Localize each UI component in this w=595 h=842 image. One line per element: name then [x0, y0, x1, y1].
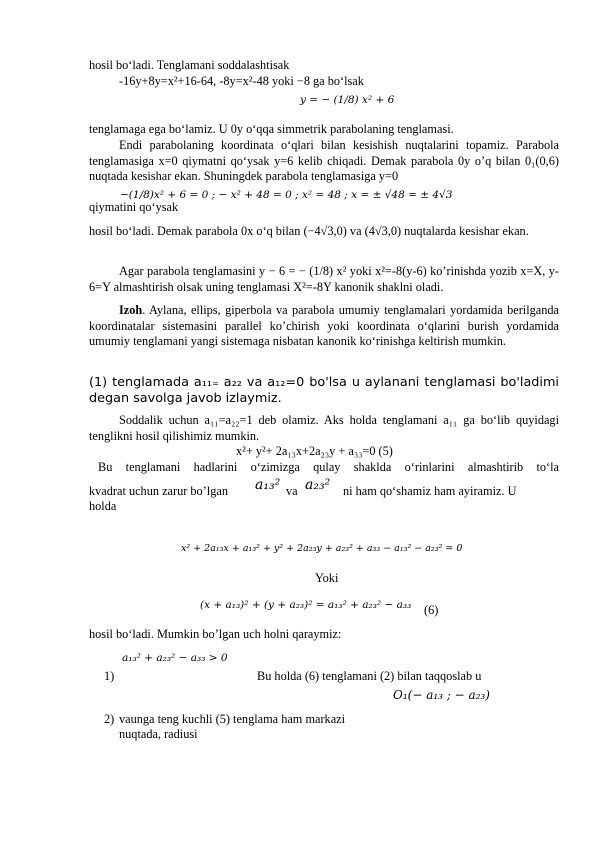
list-number: 1): [104, 669, 115, 683]
paragraph: hosil bo‘ladi. Demak parabola 0x o‘q bilan (−4√3,0) va (4√3,0) nuqtalarda kesishar ekan.: [89, 224, 529, 238]
text-line: kvadrat uchun zarur bo’lgan: [89, 484, 228, 498]
section-heading: (1) tenglamada a₁₁₌ a₂₂ va a₁₂=0 bo'lsa u aylanani tenglamasi bo'ladimi degan savolga javob izlaymiz.: [89, 375, 559, 406]
note-text: . Aylana, ellips, giperbola va parabola umumiy tenglamalari yordamida berilganda koordinatalar sistemasini parallel ko’chirish yoki koordinata o‘qlarini burish yordamida umumiy tenglamani yangi sistemaga nisbatan kanonik ko‘rinishga keltirish mumkin.: [89, 303, 559, 348]
paragraph: Agar parabola tenglamasini y − 6 = − (1/8) x² yoki x²=-8(y-6) ko’rinishda yozib x=X, y-6=Y almashtirish olsak uning tenglamasi X²=-8Y kanonik shaklni oladi.: [89, 264, 559, 294]
paragraph: [89, 303, 559, 350]
equation: x² + 2a₁₃x + a₁₃² + y² + 2a₂₃y + a₂₃² + a₃₃ − a₁₃² − a₂₃² = 0: [181, 543, 463, 554]
text-line: -16y+8y=x²+16-64, -8y=x²-48 yoki −8 ga bo‘lsak: [119, 74, 364, 88]
text-line: Bu tenglamani hadlarini o‘zimizga qulay shaklda o‘rinlarini almashtirib to‘la: [98, 460, 559, 474]
equation: (x + a₁₃)² + (y + a₂₃)² = a₁₃² + a₂₃² − a₃₃: [200, 599, 412, 611]
list-number: 2): [104, 712, 115, 726]
equation: −(1/8)x² + 6 = 0 ; − x² + 48 = 0 ; x² = 48 ; x = ± √48 = ± 4√3: [120, 189, 453, 201]
text-line: Yoki: [315, 571, 339, 585]
text-line: holda: [89, 499, 117, 513]
text-line: hosil bo‘ladi. Tenglamani soddalashtisak: [89, 58, 290, 72]
note-label: Izoh: [119, 303, 143, 317]
text-line: tenglamaga ega bo‘lamiz. U 0y o‘qqa simmetrik parabolaning tenglamasi.: [89, 122, 454, 136]
text-line: va: [286, 484, 298, 498]
symbol: a₂₃²: [305, 477, 331, 493]
paragraph: Soddalik uchun a₁₁=a₂₂=1 deb olamiz. Aks holda tenglamani a₁₁ ga bo‘lib quyidagi tenglikni hosil qilishimiz mumkin.: [89, 413, 559, 443]
paragraph: Endi parabolaning koordinata o‘qlari bilan kesishish nuqtalarini topamiz. Parabola tenglamasiga x=0 qiymatni qo‘ysak y=6 kelib chiqadi. Demak parabola 0y o’q bilan 0₁(0,6) nuqtada kesishar ekan. Shuningdek parabola tenglamasiga y=0: [89, 138, 559, 183]
symbol: a₁₃²: [255, 477, 281, 493]
equation: x²+ y²+ 2a₁₃x+2a₂₃y + a₃₃=0 (5): [236, 444, 393, 458]
text-line: hosil bo‘ladi. Mumkin bo’lgan uch holni qaraymiz:: [89, 627, 342, 641]
text-line: qiymatini qo‘ysak: [89, 200, 179, 214]
list-text: nuqtada, radiusi: [119, 727, 198, 741]
list-text: Bu holda (6) tenglamani (2) bilan taqqoslab u: [257, 669, 482, 683]
equation-number: (6): [424, 603, 439, 617]
equation: y = − (1/8) x² + 6: [300, 94, 395, 106]
list-text: vaunga teng kuchli (5) tenglama ham markazi: [119, 712, 346, 726]
equation: a₁₃² + a₂₃² − a₃₃ > 0: [122, 652, 228, 664]
text-line: ni ham qo‘shamiz ham ayiramiz. U: [343, 484, 517, 498]
equation: O₁(− a₁₃ ; − a₂₃): [393, 688, 490, 702]
